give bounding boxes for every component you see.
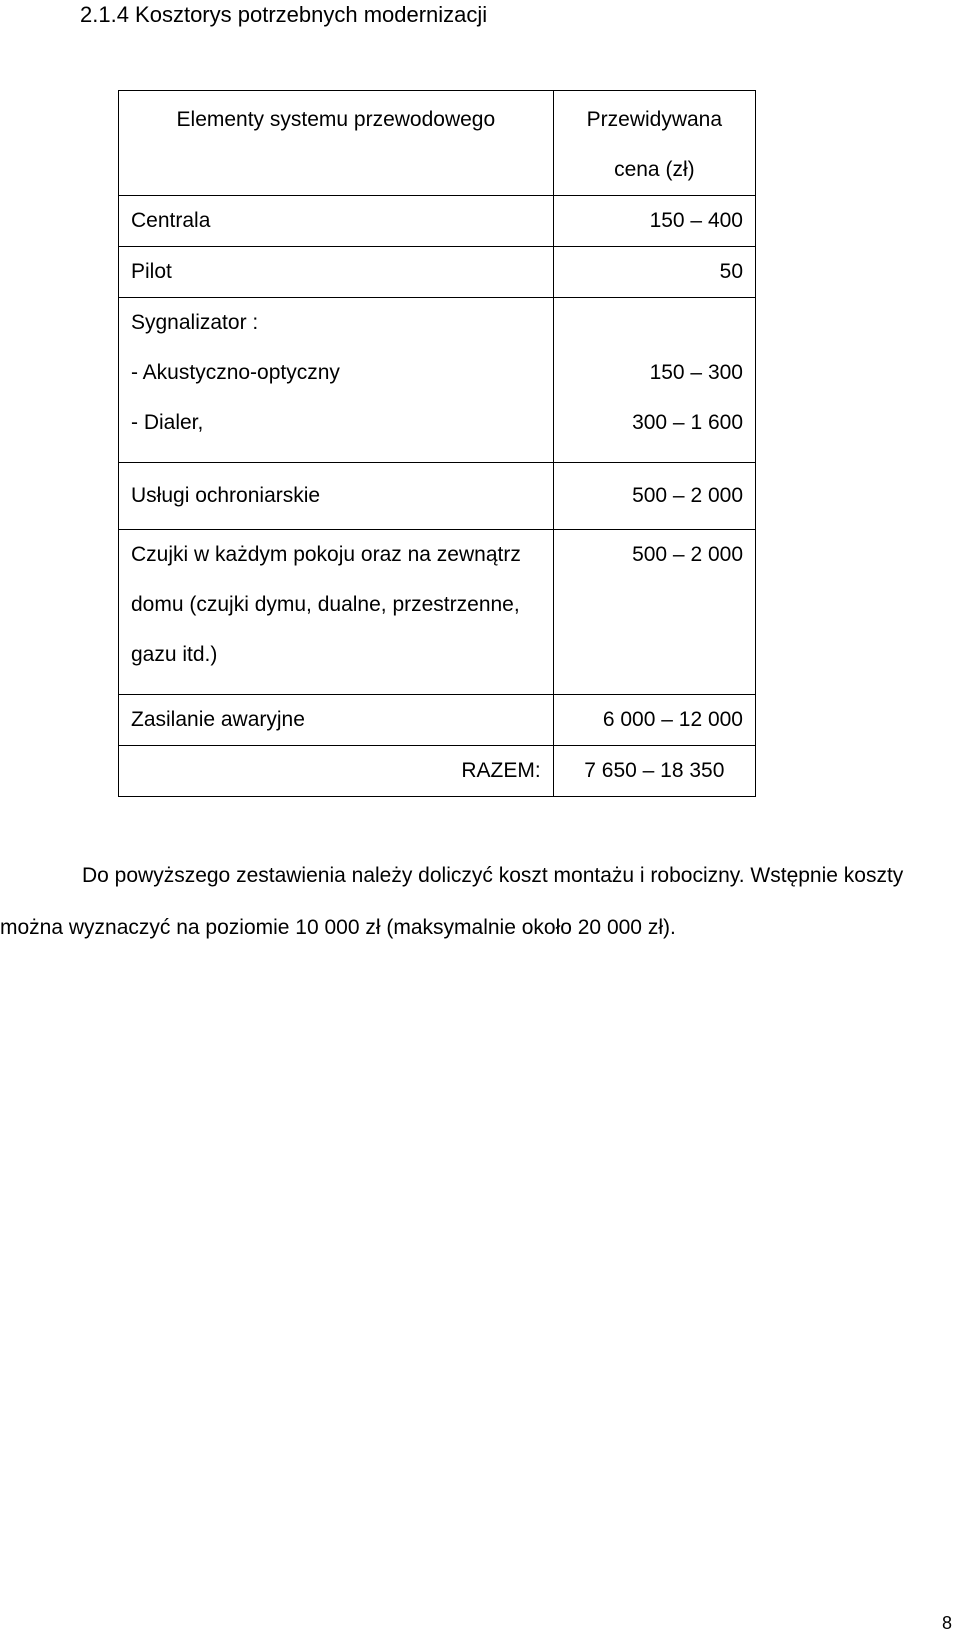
table-row [119,530,756,695]
row-name: Sygnalizator : - Akustyczno-optyczny - Dialer, [119,298,554,463]
header-elements: Elementy systemu przewodowego [119,91,554,196]
paragraph-line: można wyznaczyć na poziomie 10 000 zł (maksymalnie około 20 000 zł). [0,916,676,939]
total-price: 7 650 – 18 350 [553,746,755,797]
row-price: 150 – 400 [553,196,755,247]
page-number: 8 [941,1613,952,1633]
row-price: 6 000 – 12 000 [553,695,755,746]
row-name: Zasilanie awaryjne [119,695,554,746]
row-name: Usługi ochroniarskie [119,463,554,530]
cost-table [118,90,756,797]
row-price: 50 [553,247,755,298]
section-heading: 2.1.4 Kosztorys potrzebnych modernizacji [80,2,488,27]
table-row [119,196,756,247]
row-name: Centrala [119,196,554,247]
table-total-row [119,746,756,797]
table-row [119,695,756,746]
row-name: Pilot [119,247,554,298]
header-price: Przewidywana cena (zł) [553,91,755,196]
table-row [119,298,756,463]
total-label: RAZEM: [119,746,554,797]
table-row [119,247,756,298]
table-row [119,463,756,530]
row-price: 500 – 2 000 [553,530,755,695]
table-header-row [119,91,756,196]
row-price: 500 – 2 000 [553,463,755,530]
paragraph-line: Do powyższego zestawienia należy doliczyć koszt montażu i robocizny. Wstępnie koszty [82,864,904,887]
row-name: Czujki w każdym pokoju oraz na zewnątrz domu (czujki dymu, dualne, przestrzenne, gazu itd.) [119,530,554,695]
row-price: 150 – 300 300 – 1 600 [553,298,755,463]
summary-paragraph [0,850,960,954]
